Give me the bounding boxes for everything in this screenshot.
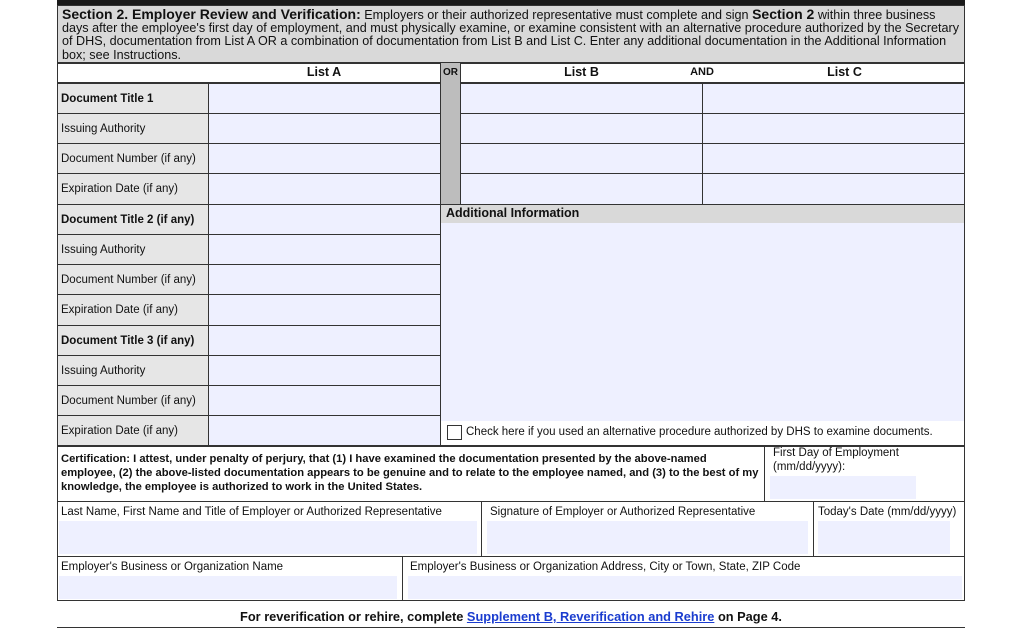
first-day-format: (mm/dd/yyyy):	[773, 461, 846, 473]
alt-procedure-checkbox[interactable]	[447, 425, 462, 440]
list-a-expiration-2-field[interactable]	[208, 294, 441, 326]
list-a-label-1: Document Title 1	[57, 83, 209, 114]
list-b-doc-title-field[interactable]	[460, 83, 703, 114]
business-name-field[interactable]	[59, 576, 397, 599]
business-address-field[interactable]	[408, 576, 962, 599]
list-a-label-3: Document Number (if any)	[57, 143, 209, 174]
section-intro-2: within three business days after the employee's first day of employment, and must physically examine, or examine consistent with an alternative procedure authorized by the Secretary of DHS, documentation from List A OR a combination of documentation from List B and List C. Enter any additional documentation in the Additional Information box; see Instructions.	[62, 8, 960, 62]
footer-rule	[57, 627, 965, 628]
list-a-issuing-authority-2-field[interactable]	[208, 234, 441, 265]
list-a-label-5: Document Title 2 (if any)	[57, 204, 209, 235]
section-title: Section 2. Employer Review and Verification:	[62, 6, 361, 22]
footer-suffix: on Page 4.	[717, 609, 782, 624]
list-a-issuing-authority-1-field[interactable]	[208, 113, 441, 144]
list-b-doc-number-field[interactable]	[460, 143, 703, 174]
section-header	[57, 5, 965, 63]
or-divider	[440, 63, 461, 205]
list-a-label-7: Document Number (if any)	[57, 264, 209, 295]
list-a-doc-number-1-field[interactable]	[208, 143, 441, 174]
section-intro-1: Employers or their authorized representative must complete and sign	[364, 8, 749, 22]
list-a-label-4: Expiration Date (if any)	[57, 173, 209, 205]
todays-date-label: Today's Date (mm/dd/yyyy)	[818, 506, 957, 518]
footer-prefix: For reverification or rehire, complete	[240, 609, 464, 624]
signature-divider-2	[813, 501, 814, 557]
list-c-doc-title-field[interactable]	[702, 83, 965, 114]
list-a-label-2: Issuing Authority	[57, 113, 209, 144]
supplement-b-link[interactable]: Supplement B, Reverification and Rehire	[466, 609, 715, 624]
business-name-label: Employer's Business or Organization Name	[61, 561, 284, 573]
todays-date-field[interactable]	[818, 521, 950, 554]
list-a-issuing-authority-3-field[interactable]	[208, 355, 441, 386]
or-label: OR	[443, 67, 458, 78]
footer-note	[57, 609, 965, 624]
and-label: AND	[690, 66, 714, 78]
list-a-label-9: Document Title 3 (if any)	[57, 325, 209, 356]
list-a-doc-number-3-field[interactable]	[208, 385, 441, 416]
signature-label: Signature of Employer or Authorized Representative	[490, 506, 756, 518]
first-day-field[interactable]	[770, 476, 916, 499]
list-a-expiration-3-field[interactable]	[208, 415, 441, 446]
additional-info-header: Additional Information	[440, 204, 965, 224]
business-address-label: Employer's Business or Organization Address, City or Town, State, ZIP Code	[410, 561, 801, 573]
list-a-doc-number-2-field[interactable]	[208, 264, 441, 295]
list-c-header: List C	[827, 65, 862, 79]
list-a-doc-title-2-field[interactable]	[208, 204, 441, 235]
list-c-expiration-field[interactable]	[702, 173, 965, 205]
list-a-doc-title-1-field[interactable]	[208, 83, 441, 114]
signature-divider-1	[481, 501, 482, 557]
additional-info-textarea[interactable]	[440, 223, 965, 421]
business-divider	[402, 556, 403, 601]
rep-name-label: Last Name, First Name and Title of Employer or Authorized Representative	[61, 506, 442, 518]
list-c-doc-number-field[interactable]	[702, 143, 965, 174]
signature-field[interactable]	[487, 521, 808, 554]
list-a-label-8: Expiration Date (if any)	[57, 294, 209, 326]
list-a-header: List A	[306, 65, 342, 79]
list-a-doc-title-3-field[interactable]	[208, 325, 441, 356]
section-intro-bold: Section 2	[752, 6, 815, 22]
list-a-label-12: Expiration Date (if any)	[57, 415, 209, 446]
alt-procedure-label: Check here if you used an alternative procedure authorized by DHS to examine documents.	[466, 426, 933, 438]
list-a-label-10: Issuing Authority	[57, 355, 209, 386]
certification-divider	[764, 446, 765, 502]
certification-text: Certification: I attest, under penalty of perjury, that (1) I have examined the documentation presented by the above-named employee, (2) the above-listed documentation appears to be genuine and to relate to the employee named, and (3) to the best of my knowledge, the employee is authorized to work in the United States.	[61, 453, 759, 494]
first-day-label: First Day of Employment	[773, 447, 899, 459]
list-c-issuing-authority-field[interactable]	[702, 113, 965, 144]
list-b-header: List B	[564, 65, 599, 79]
list-a-label-11: Document Number (if any)	[57, 385, 209, 416]
list-a-label-6: Issuing Authority	[57, 234, 209, 265]
list-b-expiration-field[interactable]	[460, 173, 703, 205]
rep-name-field[interactable]	[59, 521, 477, 554]
list-a-expiration-1-field[interactable]	[208, 173, 441, 205]
list-b-issuing-authority-field[interactable]	[460, 113, 703, 144]
